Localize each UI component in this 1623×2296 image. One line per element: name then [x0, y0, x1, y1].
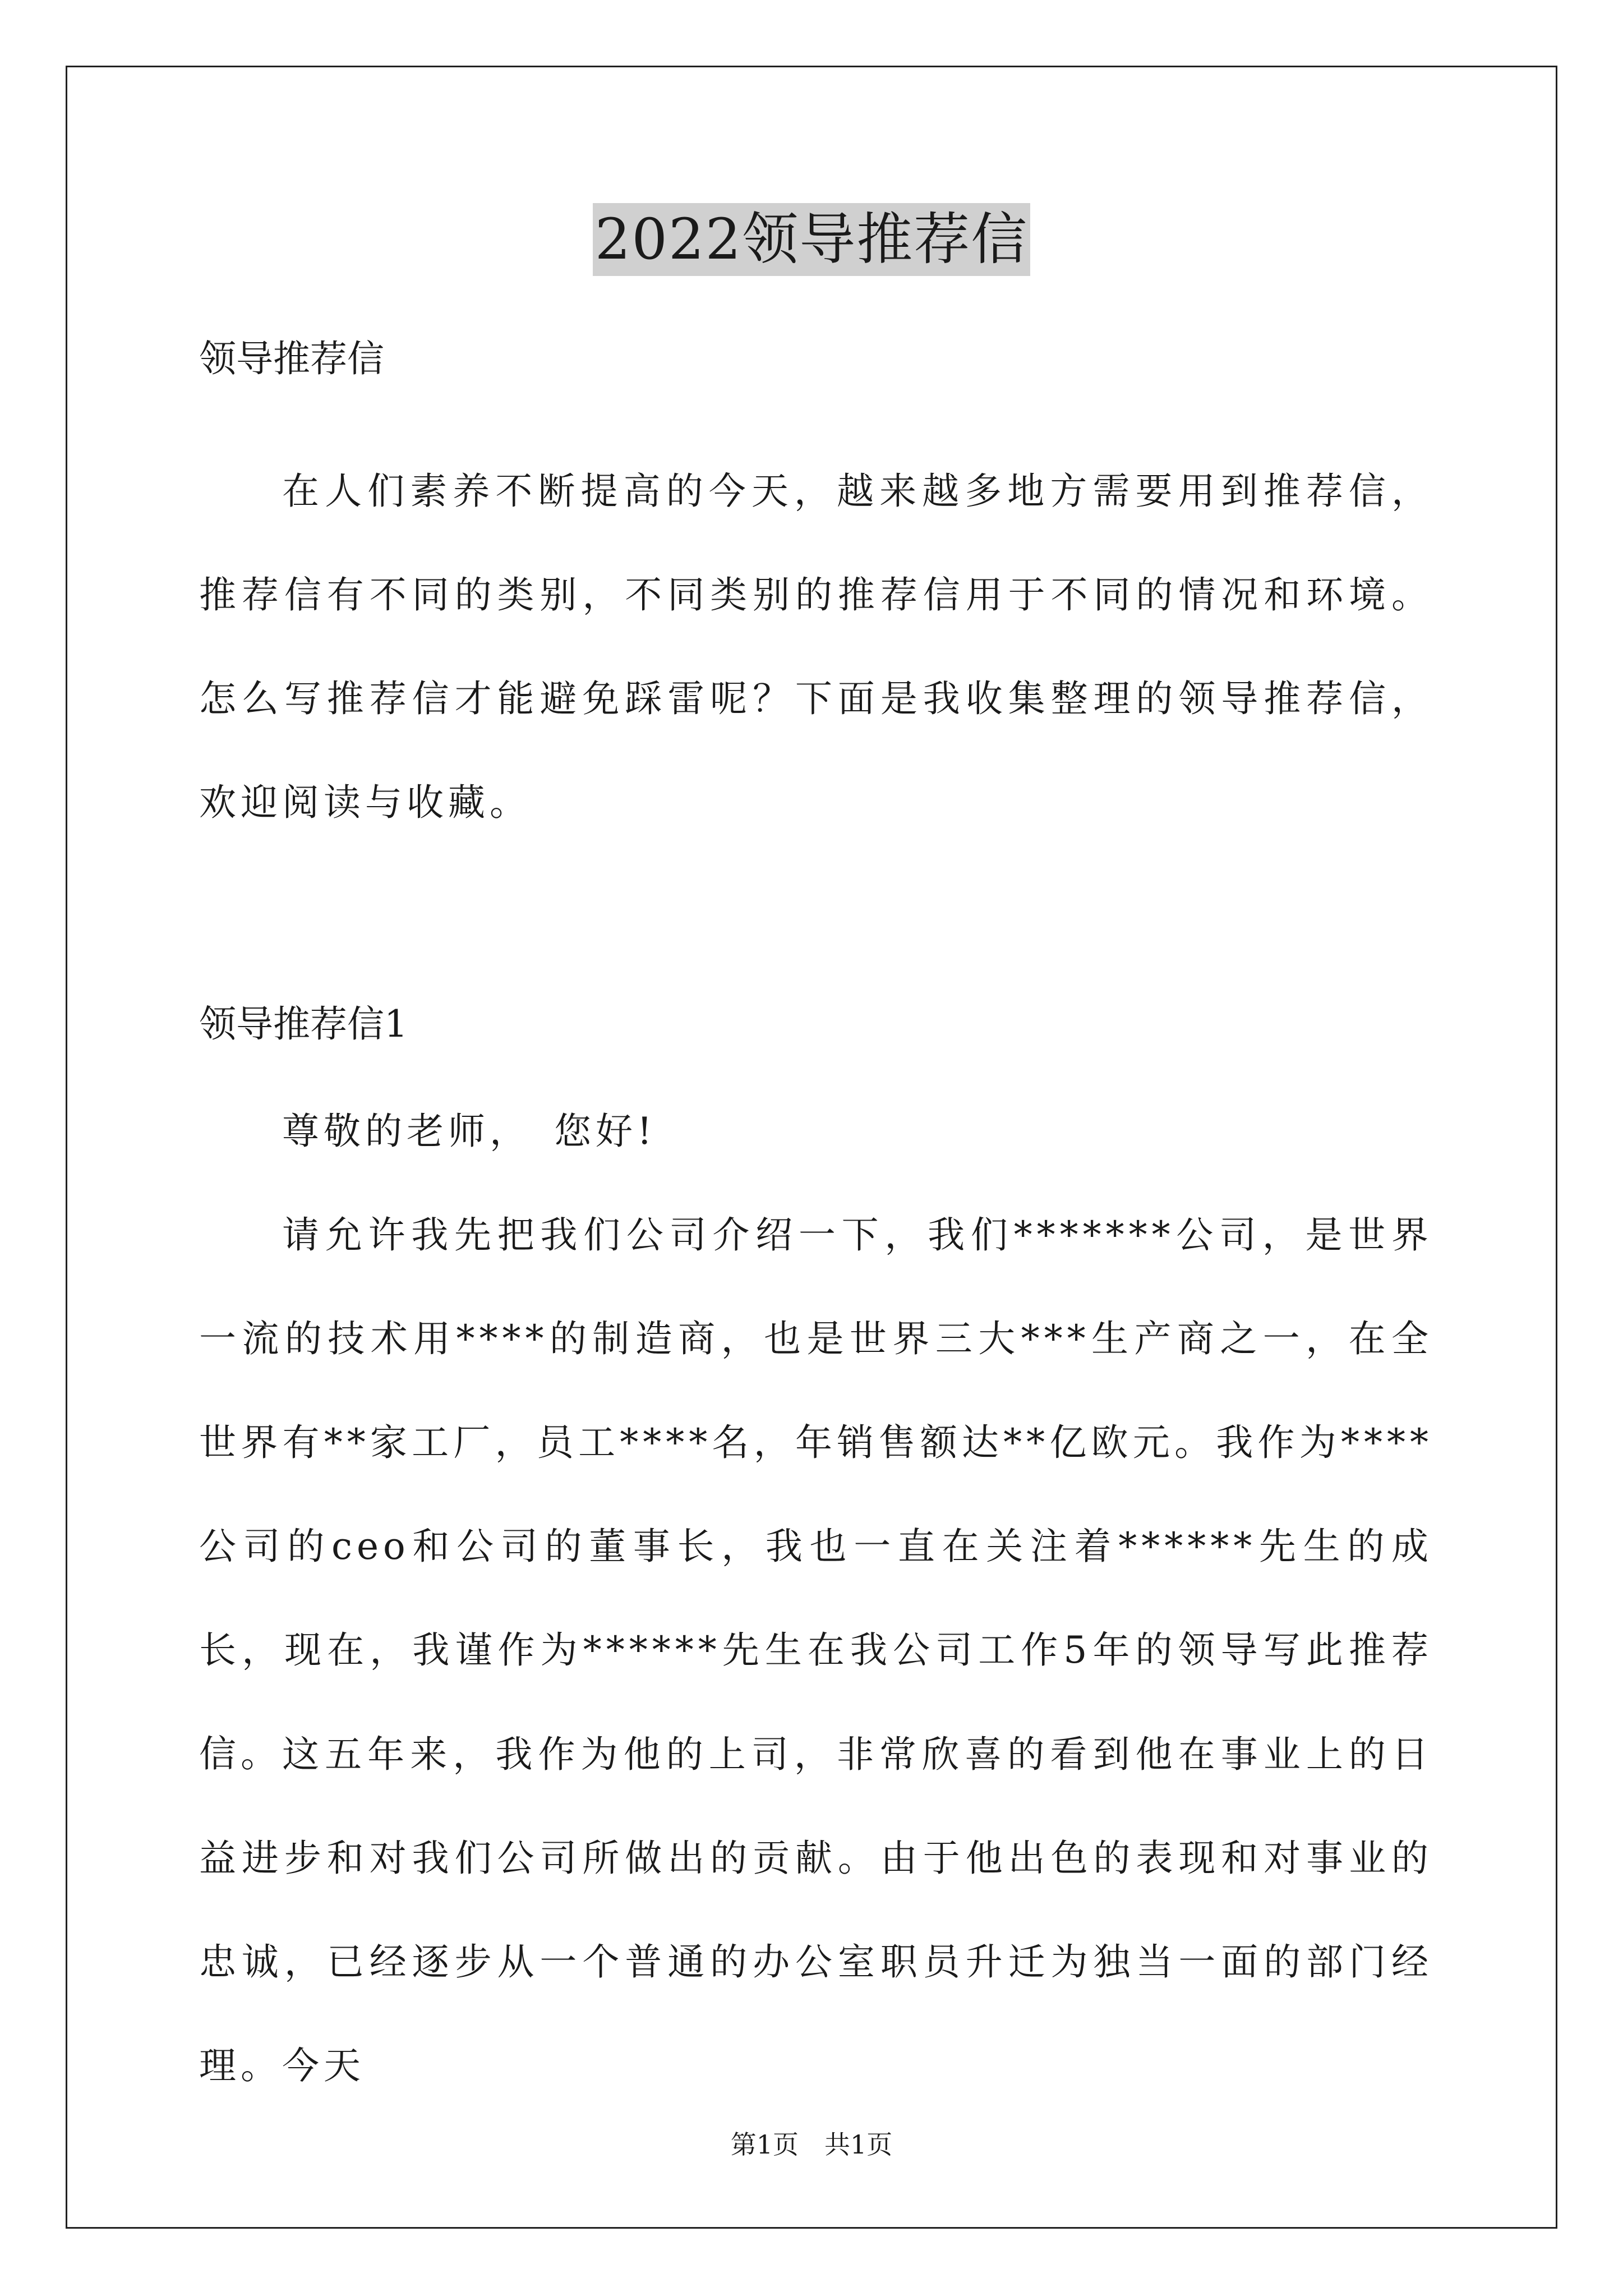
salutation: 尊敬的老师， 您好!: [282, 1110, 657, 1153]
section-heading: 领导推荐信1: [199, 1002, 408, 1046]
page-footer: 第1页 共1页: [730, 2129, 893, 2160]
intro-paragraph: 在人们素养不断提高的今天，越来越多地方需要用到推荐信，推荐信有不同的类别，不同类别的推荐信用于不同的情况和环境。怎么写推荐信才能避免踩雷呢？下面是我收集整理的领导推荐信，欢迎阅读与收藏。: [199, 470, 1433, 824]
body-paragraph-2: 这五年来，我作为他的上司，非常欣喜的看到他在事业上的日益进步和对我们公司所做出的贡献。由于他出色的表现和对事业的忠诚，已经逐步从一个普通的办公室职员升迁为独当一面的部门经理。今天: [199, 1733, 1433, 2087]
body-paragraph-1: 请允许我先把我们公司介绍一下，我们*******公司，是世界一流的技术用****的制造商，也是世界三大***生产商之一，在全世界有**家工厂，员工****名，年销售额达**亿欧元。我作为****公司的ceo和公司的董事长，我也一直在关注着******先生的成长，现在，我谨作为******先生在我公司工作5年的领导写此推荐信。: [199, 1213, 1433, 1775]
document-title: 2022领导推荐信: [593, 203, 1031, 276]
title-container: [0, 203, 1623, 276]
intro-heading: 领导推荐信: [199, 337, 384, 380]
